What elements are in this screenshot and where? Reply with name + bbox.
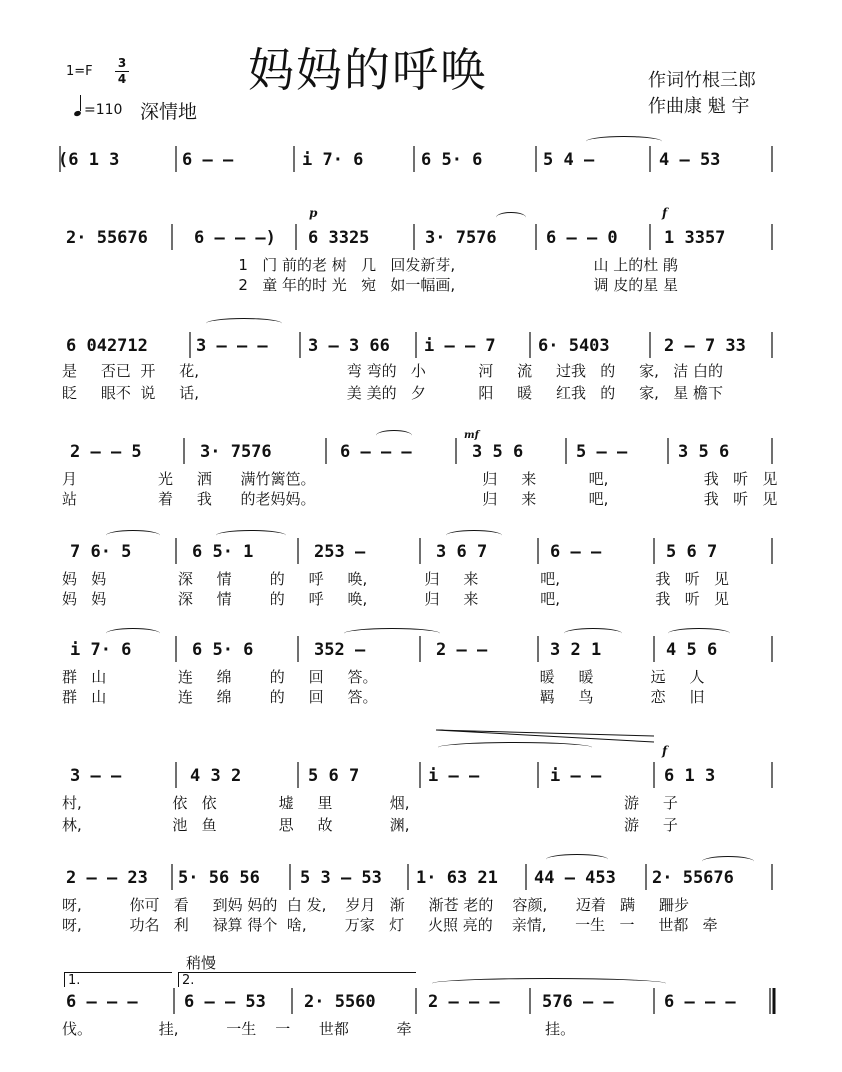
measure: i – –	[550, 766, 602, 786]
measure: 6 – –	[550, 542, 602, 562]
notes-row-8	[56, 868, 786, 892]
measure: i 7· 6	[302, 150, 364, 170]
measure: 3 5 6	[678, 442, 730, 462]
measure: 3 – 3 66	[308, 336, 390, 356]
measure: 6 – –	[182, 150, 234, 170]
notes-row-5	[56, 542, 786, 566]
measure: 2 – –	[436, 640, 488, 660]
measure: 2· 5560	[304, 992, 376, 1012]
slur	[496, 212, 526, 223]
measure: 4 3 2	[190, 766, 242, 786]
measure: 6 5· 1	[192, 542, 254, 562]
lyrics-verse-1: 伐。 挂, 一生 一 世都 牵 挂。	[62, 1020, 576, 1038]
notes-row-6	[56, 640, 786, 664]
slur	[432, 978, 666, 989]
measure: 6 – – –	[664, 992, 736, 1012]
slur	[438, 742, 592, 753]
slur	[106, 530, 160, 541]
meter-bottom: 4	[117, 72, 127, 86]
measure: 5· 56 56	[178, 868, 260, 888]
composer-credit: 作曲康 魁 宇	[648, 96, 750, 117]
measure: 6 – – 0	[546, 228, 618, 248]
crescendo-hairpin	[436, 730, 654, 742]
dynamic-f: f	[662, 206, 668, 220]
slur	[106, 628, 160, 639]
first-ending-bracket	[64, 972, 172, 987]
slur	[376, 430, 412, 441]
measure: i – –	[428, 766, 480, 786]
measure: 352 –	[314, 640, 366, 660]
slur	[702, 856, 754, 867]
measure: 44 – 453	[534, 868, 616, 888]
dynamic-f: f	[662, 744, 668, 758]
measure: 6 – – –)	[194, 228, 276, 248]
measure: i 7· 6	[70, 640, 132, 660]
measure: 2· 55676	[652, 868, 734, 888]
measure: 3 6 7	[436, 542, 488, 562]
measure: 5 6 7	[308, 766, 360, 786]
volta-2-label: 2.	[182, 973, 195, 988]
lyrics-verse-1: 群 山 连 绵 的 回 答。 暖 暖 远 人	[62, 668, 705, 686]
expression-mark: 深情地	[140, 101, 198, 123]
measure: 5 6 7	[666, 542, 718, 562]
measure: 5 3 – 53	[300, 868, 382, 888]
measure: 3 – – –	[196, 336, 268, 356]
slur	[216, 530, 286, 541]
measure: 6 – – 53	[184, 992, 266, 1012]
lyrics-verse-1: 1 门 前的老 树 几 回发新芽, 山 上的杜 鹃	[62, 256, 678, 274]
lyrics-verse-2: 群 山 连 绵 的 回 答。 羁 鸟 恋 旧	[62, 688, 705, 706]
measure: 5 – –	[576, 442, 628, 462]
lyricist-credit: 作词竹根三郎	[648, 70, 756, 91]
notes-row-1	[56, 150, 786, 174]
measure: (6 1 3	[58, 150, 120, 170]
measure: 6· 5403	[538, 336, 610, 356]
lyrics-verse-2: 眨 眼不 说 话, 美 美的 夕 阳 暖 红我 的 家, 星 檐下	[62, 384, 723, 402]
key-signature: 1=F	[66, 64, 93, 79]
lyrics-verse-2: 妈 妈 深 情 的 呼 唤, 归 来 吧, 我 听 见	[62, 590, 730, 608]
measure: 3· 7576	[200, 442, 272, 462]
lyrics-verse-1: 呀, 你可 看 到妈 妈的 白 发, 岁月 渐 渐苍 老的 容颜, 迈着 蹒 跚步	[62, 896, 690, 914]
measure: 2· 55676	[66, 228, 148, 248]
slur	[668, 628, 730, 639]
slur	[446, 530, 502, 541]
measure: 6 3325	[308, 228, 370, 248]
measure: 3 2 1	[550, 640, 602, 660]
measure: 3 – –	[70, 766, 122, 786]
measure: 2 – – 23	[66, 868, 148, 888]
lyrics-verse-2: 林, 池 鱼 思 故 渊, 游 子	[62, 816, 678, 834]
measure: 7 6· 5	[70, 542, 132, 562]
measure: 2 – – 5	[70, 442, 142, 462]
dynamic-p: p	[309, 206, 318, 220]
slur	[586, 136, 662, 147]
slur	[546, 854, 608, 865]
meter-top: 3	[117, 56, 127, 70]
lyrics-verse-1: 月 光 洒 满竹篱笆。 归 来 吧, 我 听 见	[62, 470, 778, 488]
measure: 576 – –	[542, 992, 614, 1012]
notes-row-2	[56, 228, 786, 252]
measure: 6 – – –	[340, 442, 412, 462]
measure: 6 – – –	[66, 992, 138, 1012]
notes-row-4	[56, 442, 786, 466]
tempo-value: =110	[84, 102, 123, 118]
measure: 5 4 –	[543, 150, 595, 170]
slur	[344, 628, 440, 639]
lyrics-verse-2: 呀, 功名 利 禄算 得个 啥, 万家 灯 火照 亮的 亲情, 一生 一 世都 牵	[62, 916, 718, 934]
lyrics-verse-1: 村, 依 依 墟 里 烟, 游 子	[62, 794, 678, 812]
measure: 1· 63 21	[416, 868, 498, 888]
lyrics-verse-1: 是 否已 开 花, 弯 弯的 小 河 流 过我 的 家, 洁 白的	[62, 362, 723, 380]
notes-row-7	[56, 766, 786, 790]
measure: 2 – 7 33	[664, 336, 746, 356]
measure: 6 042712	[66, 336, 148, 356]
slur	[206, 318, 282, 329]
measure: i – – 7	[424, 336, 496, 356]
dynamic-mf: mf	[464, 430, 479, 441]
song-title: 妈妈的呼唤	[248, 43, 488, 97]
measure: 3· 7576	[425, 228, 497, 248]
measure: 6 1 3	[664, 766, 716, 786]
measure: 1 3357	[664, 228, 726, 248]
lyrics-verse-2: 站 着 我 的老妈妈。 归 来 吧, 我 听 见	[62, 490, 778, 508]
slur	[564, 628, 622, 639]
volta-1-label: 1.	[68, 973, 81, 988]
notes-row-3	[56, 336, 786, 360]
lyrics-verse-2: 2 童 年的时 光 宛 如一幅画, 调 皮的星 星	[62, 276, 678, 294]
second-ending-bracket	[178, 972, 416, 987]
notes-row-9	[56, 992, 786, 1016]
measure: 2 – – –	[428, 992, 500, 1012]
measure: 6 5· 6	[421, 150, 483, 170]
measure: 4 5 6	[666, 640, 718, 660]
measure: 6 5· 6	[192, 640, 254, 660]
lyrics-verse-1: 妈 妈 深 情 的 呼 唤, 归 来 吧, 我 听 见	[62, 570, 730, 588]
measure: 4 – 53	[659, 150, 721, 170]
measure: 253 –	[314, 542, 366, 562]
tempo-change-mark: 稍慢	[186, 954, 217, 972]
measure: 3 5 6	[472, 442, 524, 462]
